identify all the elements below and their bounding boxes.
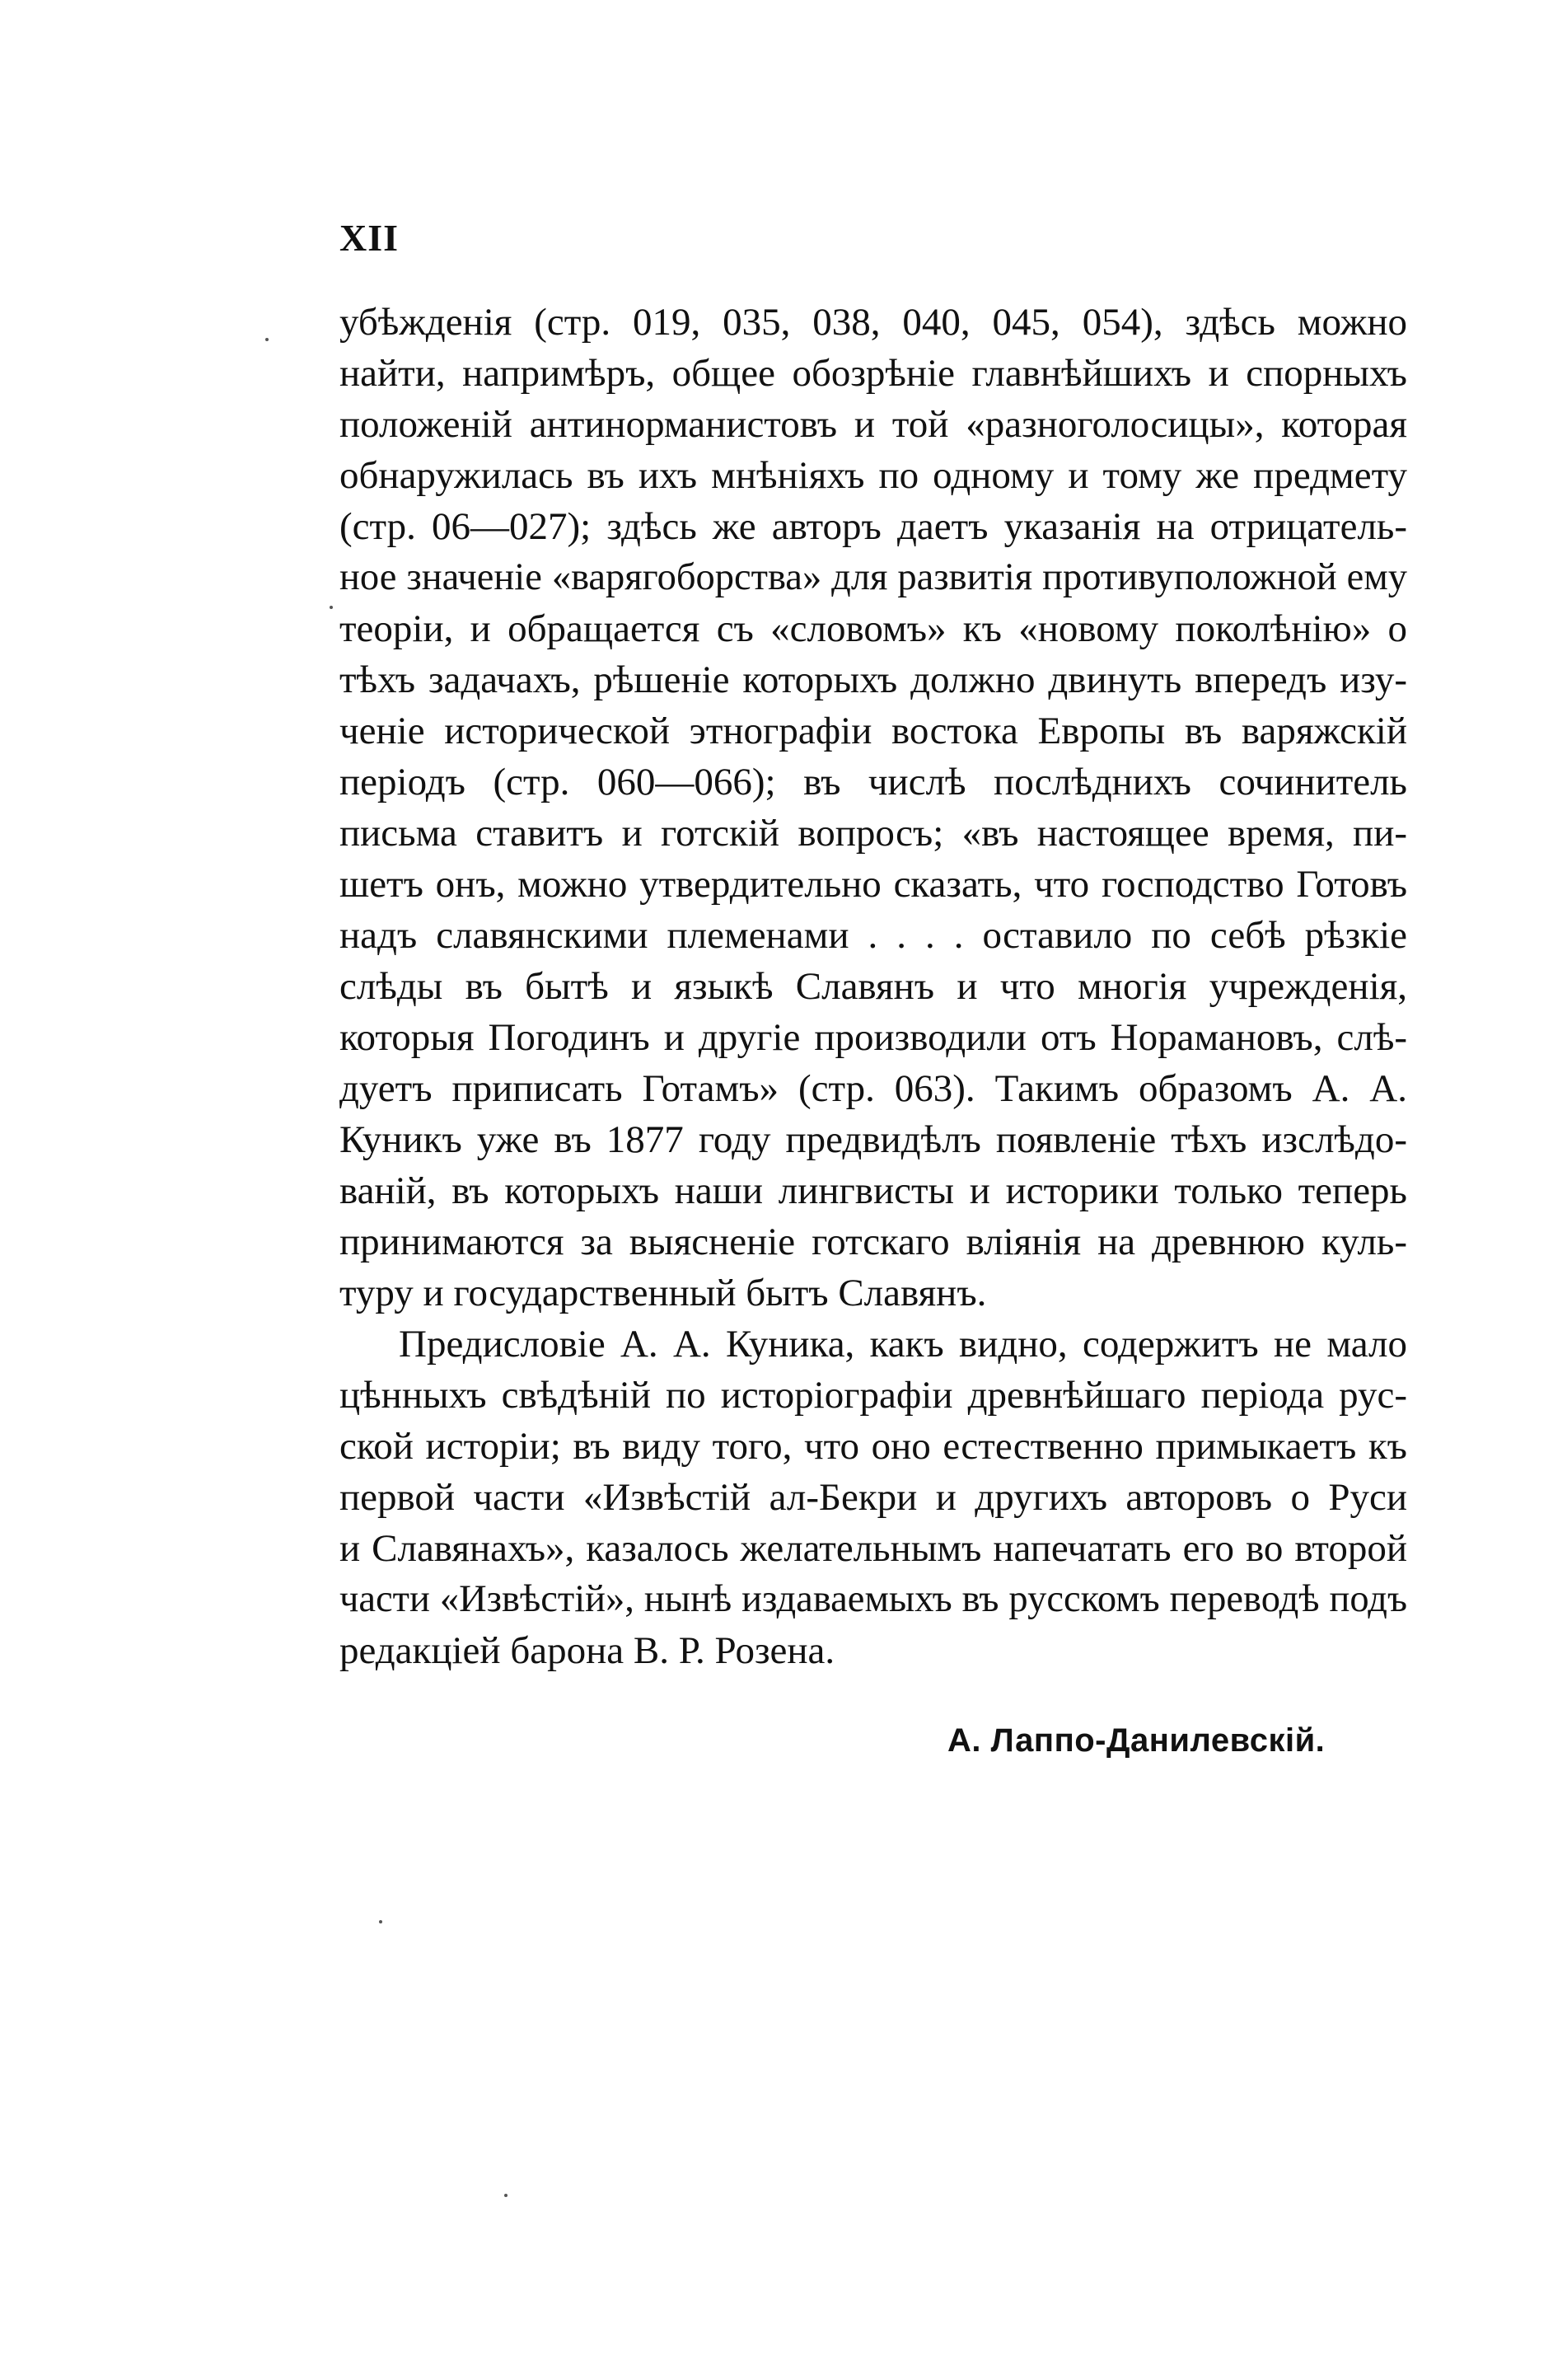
text-line: шетъ онъ, можно утвердительно сказать, что господство Готовъ	[339, 863, 1407, 906]
text-line: Куникъ уже въ 1877 году предвидѣлъ появленіе тѣхъ изслѣдо-	[339, 1118, 1407, 1161]
text-line: и Славянахъ», казалось желательнымъ напечатать его во второй	[339, 1527, 1407, 1570]
body-text	[339, 297, 1407, 1676]
text-line: ской исторіи; въ виду того, что оно естественно примыкаетъ къ	[339, 1425, 1407, 1468]
text-line: положеній антинорманистовъ и той «разноголосицы», которая	[339, 403, 1407, 446]
text-line: принимаются за выясненіе готскаго вліянія на древнюю куль-	[339, 1220, 1407, 1263]
text-line: которыя Погодинъ и другіе производили отъ Норамановъ, слѣ-	[339, 1016, 1407, 1059]
text-line: найти, напримѣръ, общее обозрѣніе главнѣйшихъ и спорныхъ	[339, 352, 1407, 395]
text-line: надъ славянскими племенами . . . . оставило по себѣ рѣзкіе	[339, 914, 1407, 957]
print-speck	[265, 338, 269, 341]
paragraph-2	[339, 1319, 1407, 1676]
text-line: тѣхъ задачахъ, рѣшеніе которыхъ должно двинуть впередъ изу-	[339, 658, 1407, 701]
text-line: Предисловіе А. А. Куника, какъ видно, содержитъ не мало	[399, 1323, 1407, 1366]
paragraph-1	[339, 297, 1407, 1319]
author-signature: А. Лаппо-Данилевскій.	[947, 1722, 1326, 1759]
text-line: письма ставитъ и готскій вопросъ; «въ настоящее время, пи-	[339, 812, 1407, 855]
text-line: періодъ (стр. 060—066); въ числѣ послѣднихъ сочинитель	[339, 761, 1407, 803]
print-speck	[379, 1920, 382, 1923]
text-line: ное значеніе «варягоборства» для развитія противуположной ему	[339, 556, 1407, 598]
text-line: редакціей барона В. Р. Розена.	[339, 1629, 835, 1672]
page-number: XII	[339, 217, 400, 259]
text-line: туру и государственный бытъ Славянъ.	[339, 1272, 987, 1314]
text-line: дуетъ приписать Готамъ» (стр. 063). Такимъ образомъ А. А.	[339, 1067, 1407, 1110]
text-line: первой части «Извѣстій ал-Бекри и другихъ авторовъ о Руси	[339, 1476, 1407, 1519]
text-line: ваній, въ которыхъ наши лингвисты и историки только теперь	[339, 1169, 1407, 1212]
print-speck	[504, 2194, 508, 2197]
text-line: обнаружилась въ ихъ мнѣніяхъ по одному и тому же предмету	[339, 454, 1407, 497]
text-line: ченіе исторической этнографіи востока Европы въ варяжскій	[339, 710, 1407, 752]
text-line: убѣжденія (стр. 019, 035, 038, 040, 045, 054), здѣсь можно	[339, 301, 1407, 344]
text-line: слѣды въ бытѣ и языкѣ Славянъ и что многія учрежденія,	[339, 965, 1407, 1008]
text-line: цѣнныхъ свѣдѣній по исторіографіи древнѣйшаго періода рус-	[339, 1374, 1407, 1417]
print-speck	[330, 606, 333, 609]
text-line: (стр. 06—027); здѣсь же авторъ даетъ указанія на отрицатель-	[339, 505, 1407, 548]
text-line: части «Извѣстій», нынѣ издаваемыхъ въ русскомъ переводѣ подъ	[339, 1578, 1407, 1620]
text-line: теоріи, и обращается съ «словомъ» къ «новому поколѣнію» о	[339, 607, 1407, 650]
